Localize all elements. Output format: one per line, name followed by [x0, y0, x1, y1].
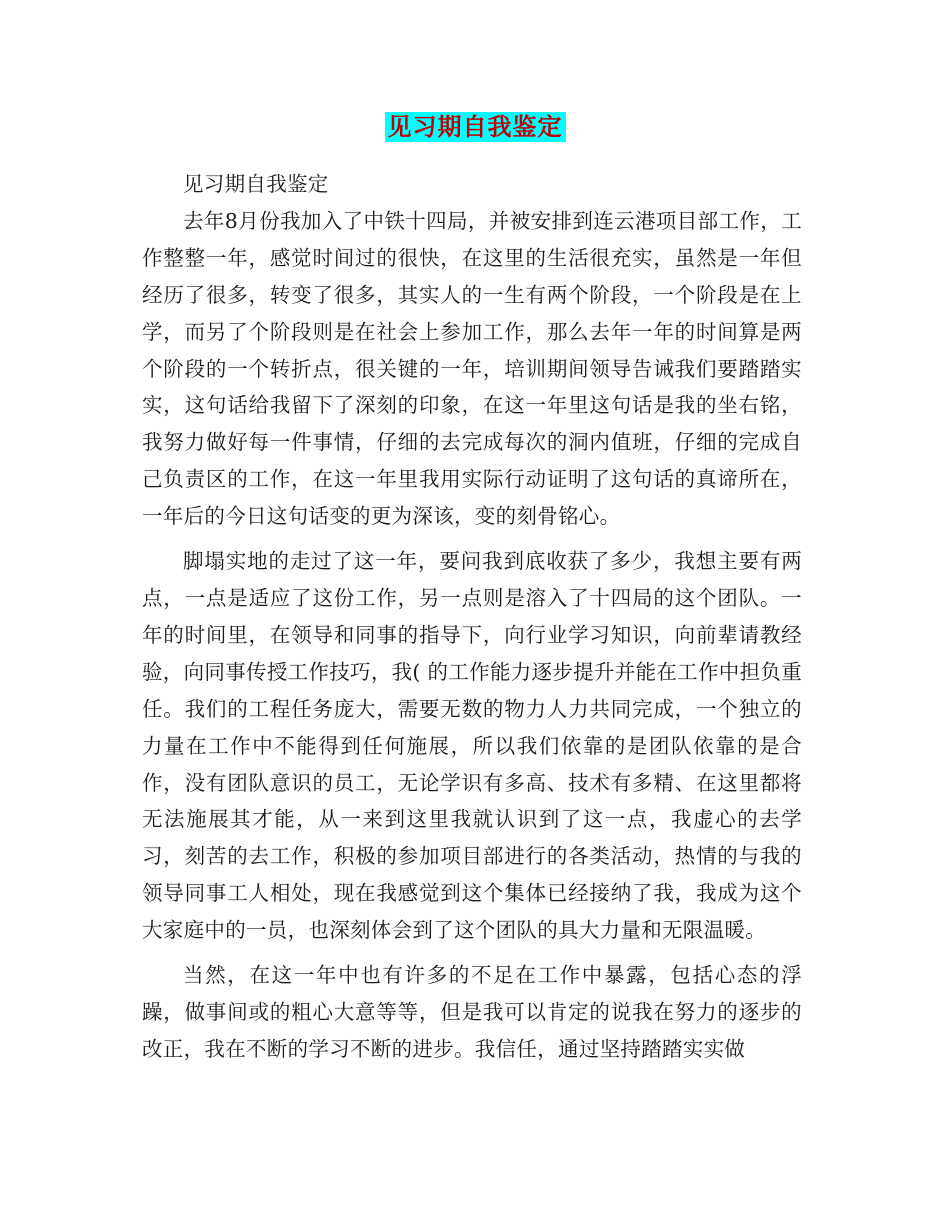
paragraph-heading: 见习期自我鉴定 [183, 172, 329, 196]
document-title: 见习期自我鉴定 [385, 112, 566, 142]
title-container [0, 112, 950, 142]
document-body [142, 166, 802, 1068]
paragraph-1: 去年8月份我加入了中铁十四局，并被安排到连云港项目部工作，工作整整一年，感觉时间过的很快，在这里的生活很充实，虽然是一年但经历了很多，转变了很多，其实人的一生有两个阶段，一个阶段是在上学，而另了个阶段则是在社会上参加工作，那么去年一年的时间算是两个阶段的一个转折点，很关键的一年，培训期间领导告诫我们要踏踏实实，这句话给我留下了深刻的印象，在这一年里这句话是我的坐右铭，我努力做好每一件事情，仔细的去完成每次的洞内值班，仔细的完成自己负责区的工作，在这一年里我用实际行动证明了这句话的真谛所在，一年后的今日这句话变的更为深该，变的刻骨铭心。 [142, 208, 802, 529]
paragraph-3: 当然，在这一年中也有许多的不足在工作中暴露，包括心态的浮躁，做事间或的粗心大意等等，但是我可以肯定的说我在努力的逐步的改正，我在不断的学习不断的进步。我信任，通过坚持踏踏实实做 [142, 963, 802, 1061]
paragraph-2: 脚塌实地的走过了这一年，要问我到底收获了多少，我想主要有两点，一点是适应了这份工作，另一点则是溶入了十四局的这个团队。一年的时间里，在领导和同事的指导下，向行业学习知识，向前辈请教经验，向同事传授工作技巧，我( 的工作能力逐步提升并能在工作中担负重任。我们的工程任务庞大，需要无数的物力人力共同完成，一个独立的力量在工作中不能得到任何施展，所以我们依靠的是团队依靠的是合作，没有团队意识的员工，无论学识有多高、技术有多精、在这里都将无法施展其才能，从一来到这里我就认识到了这一点，我虚心的去学习，刻苦的去工作，积极的参加项目部进行的各类活动，热情的与我的领导同事工人相处，现在我感觉到这个集体已经接纳了我，我成为这个大家庭中的一员，也深刻体会到了这个团队的具大力量和无限温暖。 [142, 549, 802, 943]
